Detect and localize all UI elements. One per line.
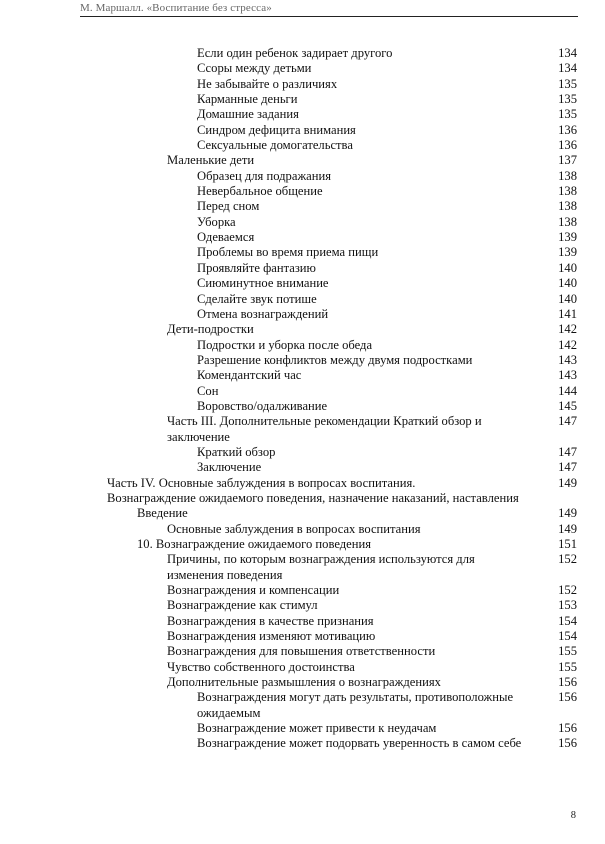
toc-entry-page: 137: [558, 153, 577, 168]
toc-entry-title: Не забывайте о различиях: [197, 76, 338, 91]
toc-entry[interactable]: [197, 460, 577, 475]
toc-entry[interactable]: [197, 184, 577, 199]
toc-entry-page: 136: [558, 138, 577, 153]
toc-entry-title: Проявляйте фантазию: [197, 260, 316, 275]
toc-entry-page: 134: [558, 61, 577, 76]
toc-entry[interactable]: [197, 46, 577, 61]
toc-entry[interactable]: [167, 414, 577, 445]
toc-entry[interactable]: [197, 245, 577, 260]
toc-entry[interactable]: [197, 107, 577, 122]
toc-entry-page: 156: [558, 690, 577, 705]
toc-entry-page: 142: [558, 322, 577, 337]
toc-entry-title: Краткий обзор: [197, 444, 276, 459]
toc-entry[interactable]: [167, 598, 577, 613]
toc-entry-title: Вознаграждение ожидаемого поведения, назначение наказаний, наставления: [107, 490, 519, 505]
toc-entry-page: 147: [558, 460, 577, 475]
page-number: 8: [570, 810, 576, 821]
toc-entry[interactable]: [197, 122, 577, 138]
toc-entry-page: 156: [558, 736, 577, 751]
toc-entry-page: 149: [558, 521, 577, 536]
toc-entry-page: 152: [558, 552, 577, 567]
toc-entry-page: 141: [558, 306, 577, 321]
toc-entry-title: Вознаграждение может подорвать уверенность в самом себе: [197, 736, 522, 751]
toc-entry[interactable]: [167, 552, 577, 583]
toc-entry[interactable]: [197, 736, 577, 751]
toc-entry-title: Сиюминутное внимание: [197, 276, 329, 291]
toc-entry-title: Подростки и уборка после обеда: [197, 337, 373, 352]
toc-entry-title: Невербальное общение: [197, 184, 323, 199]
toc-entry-title: Вознаграждения изменяют мотивацию: [167, 629, 376, 644]
toc-entry-title: Вознаграждение может привести к неудачам: [197, 721, 437, 736]
toc-entry-title: Введение: [137, 506, 188, 521]
toc-entry[interactable]: [197, 214, 577, 230]
toc-entry-page: 143: [558, 352, 577, 367]
toc-entry-page: 147: [558, 444, 577, 459]
toc-entry-page: 144: [558, 383, 577, 398]
toc-entry[interactable]: [197, 690, 577, 721]
toc-entry-title: Комендантский час: [197, 368, 302, 383]
toc-entry-title: Сексуальные домогательства: [197, 138, 353, 153]
toc-entry-title: Образец для подражания: [197, 168, 332, 183]
toc-entry-title: Маленькие дети: [167, 153, 255, 168]
header-divider: [80, 16, 578, 17]
toc-entry[interactable]: [197, 199, 577, 214]
toc-entry-title: Заключение: [197, 460, 262, 475]
toc-entry[interactable]: [197, 260, 577, 276]
toc-entry-title: Ссоры между детьми: [197, 61, 312, 76]
toc-entry[interactable]: [167, 613, 577, 629]
toc-entry[interactable]: [167, 583, 577, 598]
toc-entry-title: Перед сном: [197, 199, 260, 214]
toc-entry[interactable]: [197, 337, 577, 353]
toc-entry-title: Сон: [197, 383, 219, 398]
toc-entry[interactable]: [197, 368, 577, 383]
toc-entry-title: Одеваемся: [197, 230, 255, 245]
toc-entry-page: 136: [558, 122, 577, 137]
toc-entry[interactable]: [197, 230, 577, 245]
toc-entry[interactable]: [167, 659, 577, 675]
toc-entry-page: 140: [558, 291, 577, 306]
toc-entry[interactable]: [107, 491, 555, 506]
toc-entry-page: 149: [558, 475, 577, 490]
toc-entry-page: 135: [558, 76, 577, 91]
table-of-contents: [0, 46, 605, 752]
toc-entry-page: 135: [558, 107, 577, 122]
toc-entry[interactable]: [137, 537, 577, 552]
toc-entry-page: 140: [558, 260, 577, 275]
toc-entry-title: Отмена вознаграждений: [197, 306, 329, 321]
toc-entry[interactable]: [137, 506, 577, 521]
toc-entry[interactable]: [107, 475, 577, 491]
running-header: М. Маршалл. «Воспитание без стресса»: [80, 2, 272, 14]
toc-entry-title: Воровство/одалживание: [197, 398, 328, 413]
toc-entry[interactable]: [167, 644, 577, 659]
toc-entry-title: Карманные деньги: [197, 92, 298, 107]
toc-entry[interactable]: [197, 721, 577, 736]
toc-entry-page: 135: [558, 92, 577, 107]
toc-entry-page: 142: [558, 337, 577, 352]
toc-entry-title: Вознаграждения могут дать результаты, противоположные ожидаемым: [197, 690, 514, 720]
toc-entry-page: 140: [558, 276, 577, 291]
toc-entry-title: Дополнительные размышления о вознаграждениях: [167, 675, 441, 690]
toc-entry-page: 143: [558, 368, 577, 383]
toc-entry-title: Уборка: [197, 214, 236, 229]
toc-entry-title: Проблемы во время приема пищи: [197, 245, 379, 260]
toc-entry-title: Домашние задания: [197, 107, 299, 122]
toc-entry-page: 138: [558, 214, 577, 229]
toc-entry-page: 155: [558, 644, 577, 659]
toc-entry[interactable]: [167, 153, 577, 168]
toc-entry[interactable]: [197, 444, 577, 460]
toc-entry-page: 155: [558, 659, 577, 674]
toc-entry-page: 138: [558, 184, 577, 199]
toc-entry-title: Причины, по которым вознаграждения используются для изменения поведения: [167, 552, 475, 582]
toc-entry-page: 138: [558, 199, 577, 214]
toc-entry-title: Вознаграждения для повышения ответственности: [167, 644, 436, 659]
toc-entry[interactable]: [167, 322, 577, 337]
toc-entry-page: 151: [558, 537, 577, 551]
toc-entry-title: Часть III. Дополнительные рекомендации Краткий обзор и заключение: [167, 414, 482, 444]
toc-entry[interactable]: [197, 398, 577, 414]
toc-entry[interactable]: [167, 675, 577, 690]
toc-entry-title: Часть IV. Основные заблуждения в вопросах воспитания.: [107, 475, 416, 490]
toc-entry-title: Сделайте звук потише: [197, 291, 317, 306]
toc-entry-page: 147: [558, 414, 577, 429]
toc-entry-page: 139: [558, 245, 577, 260]
toc-entry[interactable]: [197, 276, 577, 291]
toc-entry-page: 138: [558, 168, 577, 183]
toc-entry-page: 152: [558, 583, 577, 598]
toc-entry-title: Разрешение конфликтов между двумя подростками: [197, 352, 473, 367]
toc-entry[interactable]: [197, 383, 577, 399]
toc-entry-page: 153: [558, 598, 577, 613]
toc-entry[interactable]: [197, 92, 577, 107]
toc-entry-title: Дети-подростки: [167, 322, 254, 337]
toc-entry[interactable]: [197, 61, 577, 76]
toc-entry[interactable]: [197, 168, 577, 184]
toc-entry-title: Чувство собственного достоинства: [167, 659, 355, 674]
toc-entry-title: Вознаграждения в качестве признания: [167, 613, 374, 628]
toc-entry-title: Вознаграждения и компенсации: [167, 583, 340, 598]
toc-entry-page: 156: [558, 721, 577, 736]
toc-entry[interactable]: [197, 291, 577, 307]
toc-entry[interactable]: [197, 138, 577, 153]
toc-entry-title: 10. Вознаграждение ожидаемого поведения: [137, 537, 372, 551]
toc-entry-page: 149: [558, 506, 577, 521]
toc-entry[interactable]: [167, 521, 577, 537]
toc-entry-page: 139: [558, 230, 577, 245]
toc-entry[interactable]: [197, 306, 577, 322]
toc-entry-title: Синдром дефицита внимания: [197, 122, 356, 137]
toc-entry-title: Вознаграждение как стимул: [167, 598, 318, 613]
toc-entry-title: Если один ребенок задирает другого: [197, 46, 393, 60]
toc-entry-page: 154: [558, 613, 577, 628]
toc-entry[interactable]: [197, 76, 577, 92]
toc-entry-page: 145: [558, 398, 577, 413]
toc-entry-page: 154: [558, 629, 577, 644]
toc-entry[interactable]: [197, 352, 577, 368]
toc-entry-page: 134: [558, 46, 577, 60]
toc-entry-page: 156: [558, 675, 577, 690]
toc-entry[interactable]: [167, 629, 577, 644]
toc-entry-title: Основные заблуждения в вопросах воспитания: [167, 521, 421, 536]
